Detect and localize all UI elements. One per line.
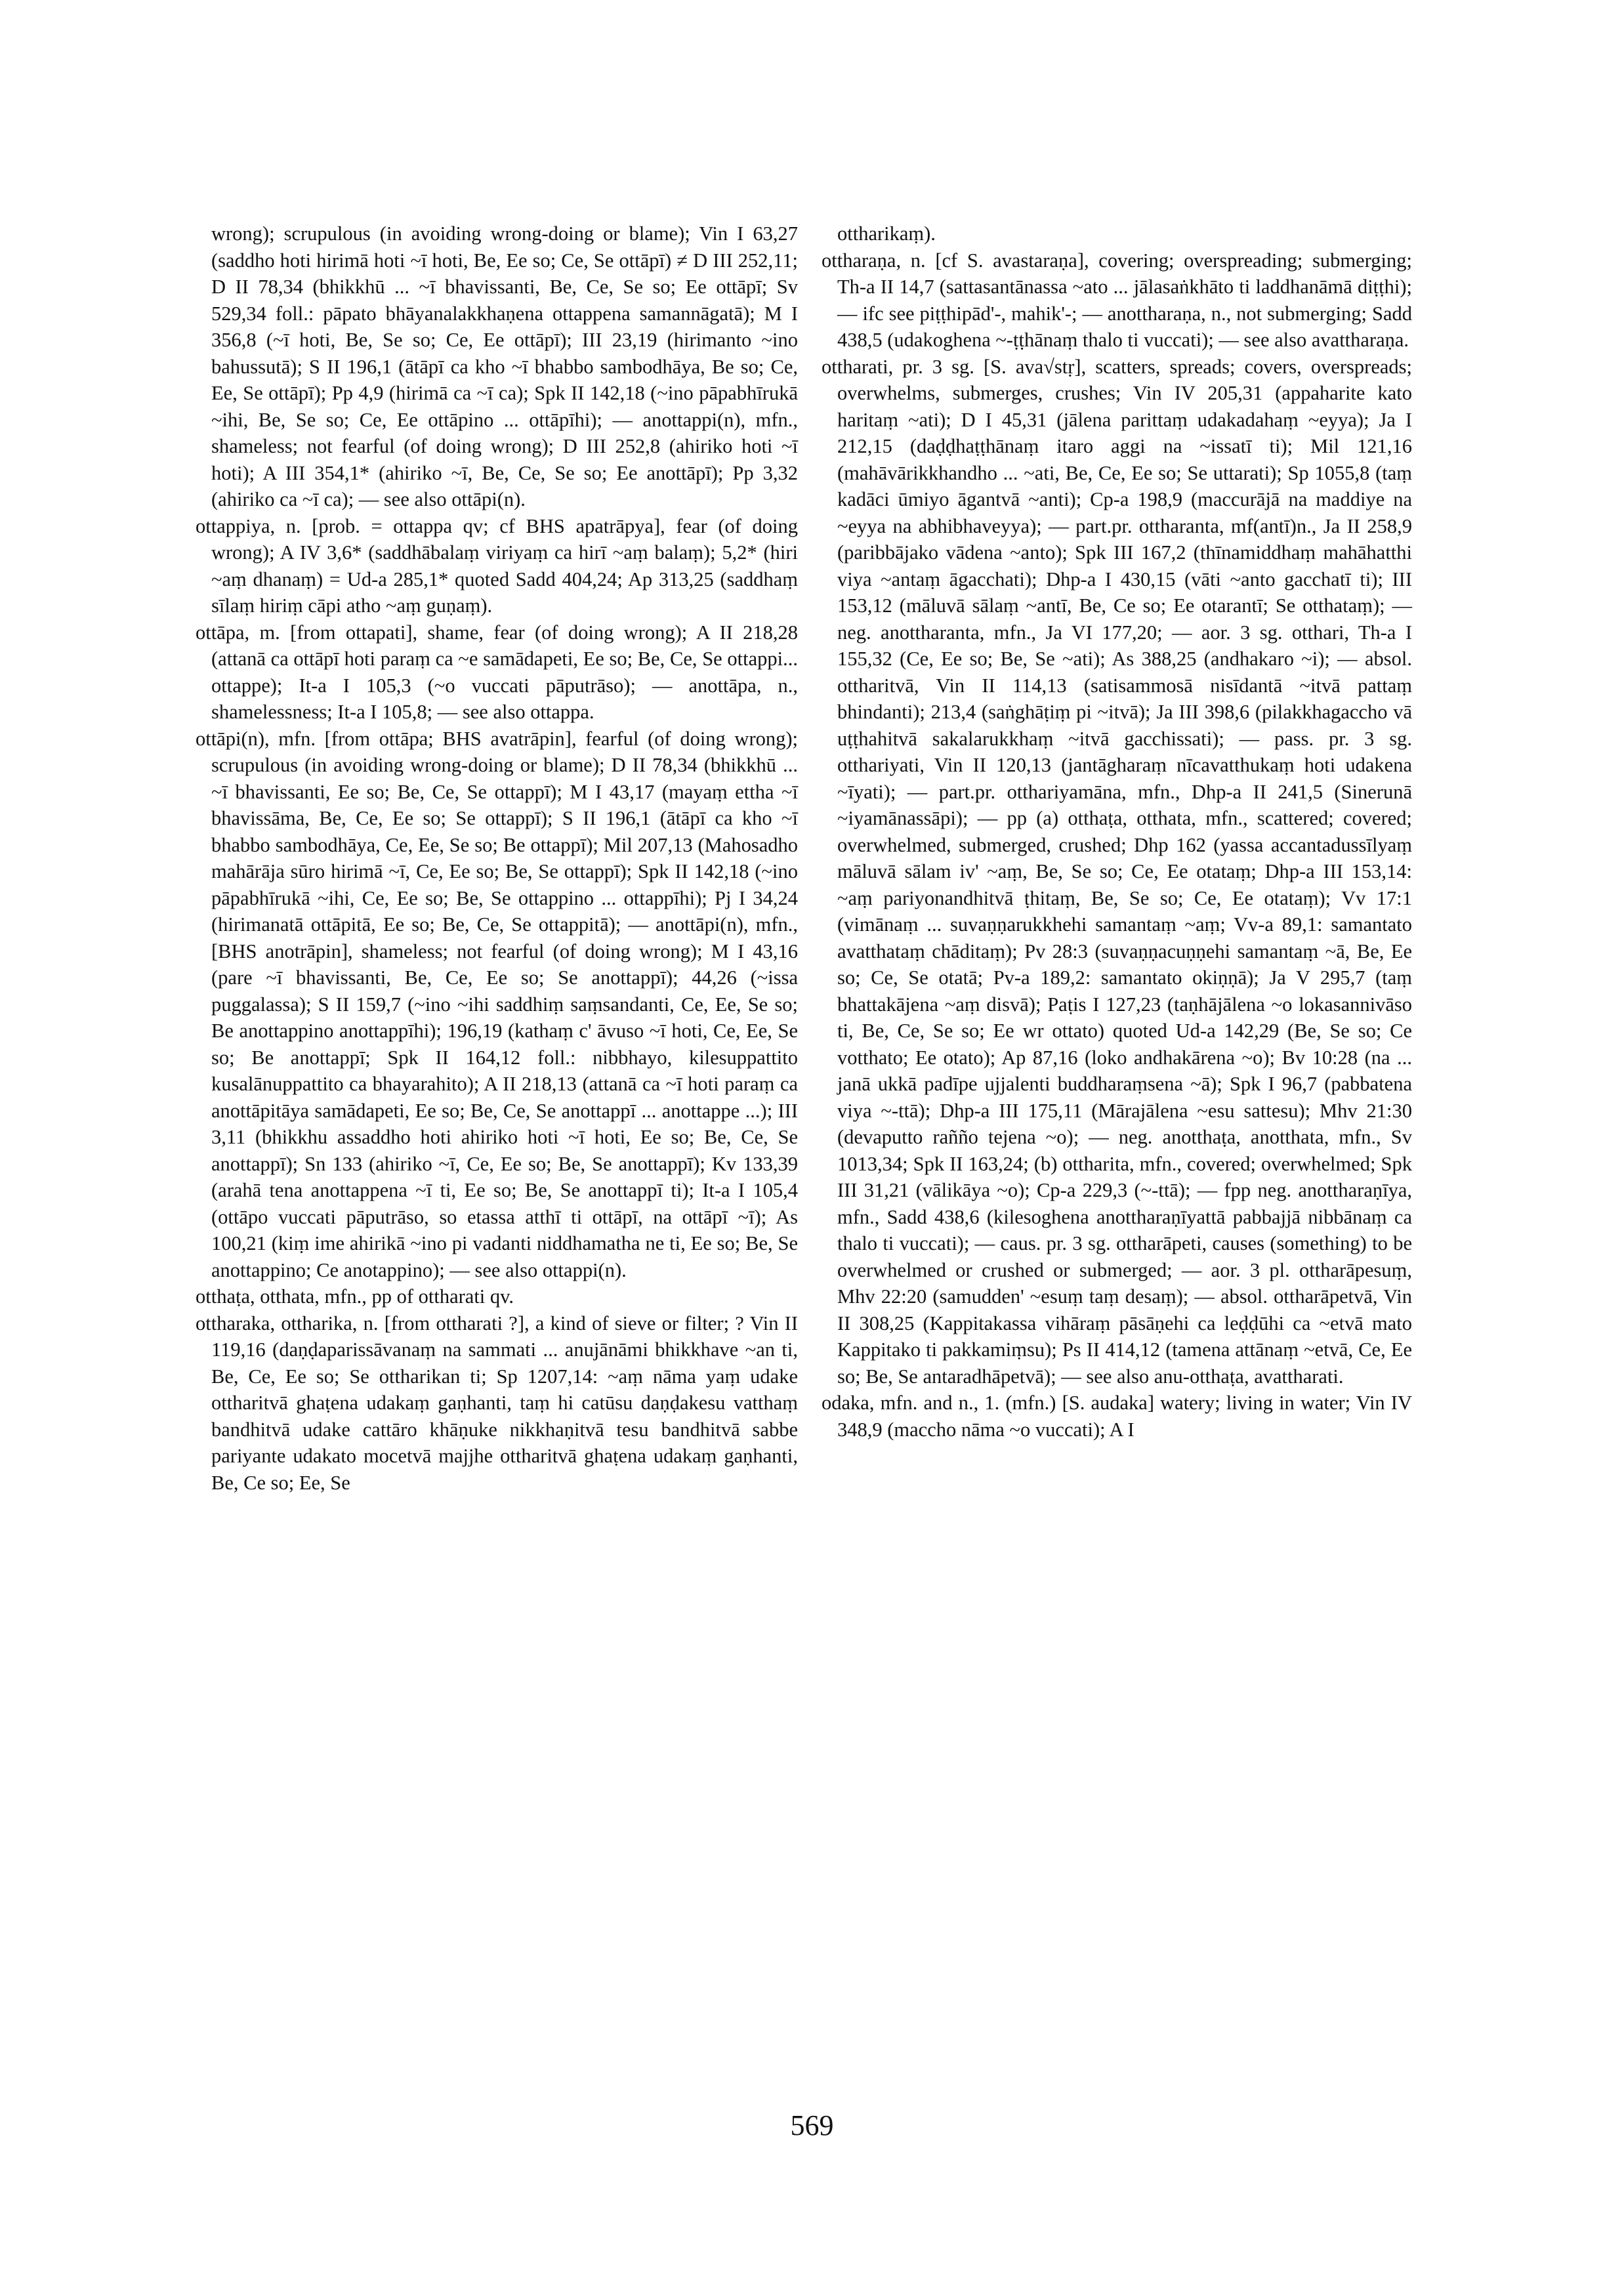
entry-ottharana: ottharaṇa, n. [cf S. avastaraṇa], covering; overspreading; submerging; Th-a II 14,7 (sattasantānassa ~ato ... jālasaṅkhāto ti laddhanāmā diṭṭhi); — ifc see piṭṭhipād'-, mahik'-; — anottharaṇa, n., not submerging; Sadd 438,5 (udakoghena ~-ṭṭhānaṃ thalo ti vuccati); — see also avattharaṇa. — [822, 249, 1412, 351]
right-column — [822, 220, 1412, 1443]
entry-ottapa: ottāpa, m. [from ottapati], shame, fear (of doing wrong); A II 218,28 (attanā ca ottāpī hoti paraṃ ca ~e samādapeti, Ee so; Be, Ce, Se ottappi... ottappe); It-a I 105,3 (~o vuccati pāputrāso); — anottāpa, n., shamelessness; It-a I 105,8; — see also ottappa. — [196, 621, 798, 723]
page-number: 569 — [790, 2109, 834, 2141]
entry-odaka: odaka, mfn. and n., 1. (mfn.) [S. audaka] watery; living in water; Vin IV 348,9 (maccho nāma ~o vuccati); A I — [822, 1392, 1412, 1441]
entry-ottharaka: ottharaka, ottharika, n. [from ottharati ?], a kind of sieve or filter; ? Vin II 119,16 (daṇḍaparissāvanaṃ na sammati ... anujānāmi bhikkhave ~an ti, Be, Ce, Ee so; Se ottharikan ti; Sp 1207,14: ~aṃ nāma yaṃ udake ottharitvā ghaṭena udakaṃ gaṇhanti, taṃ hi catūsu daṇḍakesu vatthaṃ bandhitvā udake cattāro khāṇuke nikkhaṇitvā tesu bandhitvā sabbe pariyante udakato mocetvā majjhe ottharitvā ghaṭena udakaṃ gaṇhanti, Be, Ce so; Ee, Se — [196, 1312, 798, 1494]
entry-ottappiya: ottappiya, n. [prob. = ottappa qv; cf BHS apatrāpya], fear (of doing wrong); A IV 3,6* (saddhābalaṃ viriyaṃ ca hirī ~aṃ balaṃ); 5,2* (hiri ~aṃ dhanaṃ) = Ud-a 285,1* quoted Sadd 404,24; Ap 313,25 (saddhaṃ sīlaṃ hiriṃ cāpi atho ~aṃ guṇaṃ). — [196, 514, 798, 617]
left-column — [196, 220, 798, 1496]
entry-ottappin-continued: wrong); scrupulous (in avoiding wrong-doing or blame); Vin I 63,27 (saddho hoti hirimā hoti ~ī hoti, Be, Ee so; Ce, Se ottāpī) ≠ D III 252,11; D II 78,34 (bhikkhū ... ~ī bhavissanti, Be, Ce, Se so; Ee ottāpī; Sv 529,34 foll.: pāpato bhāyanalakkhaṇena ottappena samannāgatā); M I 356,8 (~ī hoti, Be, Se so; Ce, Ee ottāpī); III 23,19 (hirimanto ~ino bahussutā); S II 196,1 (ātāpī ca kho ~ī bhabbo sambodhāya, Be so; Ce, Ee, Se ottāpī); Pp 4,9 (hirimā ca ~ī ca); Spk II 142,18 (~ino pāpabhīrukā ~ihi, Be, Se so; Ce, Ee ottāpino ... ottāpīhi); — anottappi(n), mfn., shameless; not fearful (of doing wrong); D III 252,8 (ahiriko hoti ~ī hoti); A III 354,1* (ahiriko ~ī, Be, Ce, Se so; Ee anottāpī); Pp 3,32 (ahiriko ca ~ī ca); — see also ottāpi(n). — [211, 222, 798, 510]
entry-ottharaka-continued: ottharikaṃ). — [837, 222, 936, 245]
entry-ottapin: ottāpi(n), mfn. [from ottāpa; BHS avatrāpin], fearful (of doing wrong); scrupulous (in avoiding wrong-doing or blame); D II 78,34 (bhikkhū ... ~ī bhavissanti, Ee so; Be, Ce, Se ottappī); M I 43,17 (mayaṃ ettha ~ī bhavissāma, Be, Ce, Ee so; Se ottappī); S II 196,1 (ātāpī ca kho ~ī bhabbo sambodhāya, Ce, Ee, Se so; Be ottappī); Mil 207,13 (Mahosadho mahārāja sūro hirimā ~ī, Ce, Ee so; Be, Se ottappī); Spk II 142,18 (~ino pāpabhīrukā ~ihi, Ce, Ee so; Be, Se ottappino ... ottappīhi); Pj I 34,24 (hirimanatā ottāpitā, Ee so; Be, Ce, Se ottappitā); — anottāpi(n), mfn., [BHS anotrāpin], shameless; not fearful (of doing wrong); M I 43,16 (pare ~ī bhavissanti, Be, Ce, Ee so; Se anottappī); 44,26 (~issa puggalassa); S II 159,7 (~ino ~ihi saddhiṃ saṃsandanti, Ce, Ee, Se so; Be anottappino anottappīhi); 196,19 (kathaṃ c' āvuso ~ī hoti, Ce, Ee, Se so; Be anottappī; Spk II 164,12 foll.: nibbhayo, kilesuppattito kusalānuppattito ca bhayarahito); A II 218,13 (attanā ca ~ī hoti paraṃ ca anottāpitāya samādapeti, Ee so; Be, Ce, Se anottappī ... anottappe ...); III 3,11 (bhikkhu assaddho hoti ahiriko hoti ~ī hoti, Ee so; Be, Ce, Se anottappī); Sn 133 (ahiriko ~ī, Ce, Ee so; Be, Se anottappī); Kv 133,39 (arahā tena anottappena ~ī ti, Ee so; Be, Se anottappī ti); It-a I 105,4 (ottāpo vuccati pāputrāso, so etassa atthī ti ottāpī, na ottāpī ~ī); As 100,21 (kiṃ ime ahirikā ~ino pi vadanti niddhamatha ne ti, Ee so; Be, Se anottappino; Ce anotappino); — see also ottappi(n). — [196, 727, 798, 1281]
entry-otthata: otthaṭa, otthata, mfn., pp of ottharati qv. — [196, 1285, 514, 1308]
entry-ottharati: ottharati, pr. 3 sg. [S. ava√stṛ], scatters, spreads; covers, overspreads; overwhelms, submerges, crushes; Vin IV 205,31 (appaharite kato haritaṃ ~ati); D I 45,31 (jālena parittaṃ udakadahaṃ ~eyya); Ja I 212,15 (daḍḍhaṭṭhānaṃ itaro aggi na ~issatī ti); Mil 121,16 (mahāvārikkhandho ... ~ati, Be, Ce, Ee so; Se uttarati); Sp 1055,8 (taṃ kadāci ūmiyo āgantvā ~anti); Cp-a 198,9 (maccurājā na maddiye na ~eyya na abhibhaveyya); — part.pr. ottharanta, mf(antī)n., Ja II 258,9 (paribbājako vādena ~anto); Spk III 167,2 (thīnamiddhaṃ mahāhatthi viya ~antaṃ āgacchati); Dhp-a I 430,15 (vāti ~anto gacchatī ti); III 153,12 (māluvā sālaṃ ~antī, Be, Ce so; Ee otarantī; Se otthataṃ); — neg. anottharanta, mfn., Ja VI 177,20; — aor. 3 sg. otthari, Th-a I 155,32 (Ce, Ee so; Be, Se ~ati); As 388,25 (andhakaro ~i); — absol. ottharitvā, Vin II 114,13 (satisammosā nisīdantā ~itvā pattaṃ bhindanti); 213,4 (saṅghāṭiṃ pi ~itvā); Ja III 398,6 (pilakkhagaccho vā uṭṭhahitvā sakalarukkhaṃ ~itvā gacchissati); — pass. pr. 3 sg. otthariyati, Vin II 120,13 (jantāgharaṃ nīcavatthukaṃ hoti udakena ~īyati); — part.pr. otthariyamāna, mfn., Dhp-a II 241,5 (Sinerunā ~iyamānassāpi); — pp (a) otthaṭa, otthata, mfn., scattered; covered; overwhelmed, submerged, crushed; Dhp 162 (yassa accantadussīlyaṃ māluvā sālam iv' ~aṃ, Be, Se so; Ce, Ee otataṃ; Dhp-a III 153,14: ~aṃ pariyonandhitvā ṭhitaṃ, Be, Se so; Ce, Ee otataṃ); Vv 17:1 (vimānaṃ ... suvaṇṇarukkhehi samantaṃ ~aṃ; Vv-a 89,1: samantato avatthataṃ chāditaṃ); Pv 28:3 (suvaṇṇacuṇṇehi samantaṃ ~ā, Be, Ee so; Ce, Se otatā; Pv-a 189,2: samantato okiṇṇā); Ja V 295,7 (taṃ bhattakājena ~aṃ disvā); Paṭis I 127,23 (taṇhājālena ~o lokasannivāso ti, Be, Ce, Se so; Ee wr ottato) quoted Ud-a 142,29 (Be, Se so; Ce votthato; Ee otato); Ap 87,16 (loko andhakārena ~o); Bv 10:28 (na ... janā ukkā padīpe ujjalenti buddharaṃsena ~ā); Spk I 96,7 (pabbatena viya ~-ttā); Dhp-a III 175,11 (Mārajālena ~esu sattesu); Mhv 21:30 (devaputto raññо tejena ~o); — neg. anotthaṭa, anotthata, mfn., Sv 1013,34; Spk II 163,24; (b) ottharita, mfn., covered; overwhelmed; Spk III 31,21 (vālikāya ~o); Cp-a 229,3 (~-ttā); — fpp neg. anottharaṇīya, mfn., Sadd 438,6 (kilesoghena anottharaṇīyattā pabbajjā nibbānaṃ ca thalo ti vuccati); — caus. pr. 3 sg. ottharāpeti, causes (something) to be overwhelmed or crushed or submerged; — aor. 3 pl. ottharāpesuṃ, Mhv 22:20 (samudden' ~esuṃ taṃ desaṃ); — absol. ottharāpetvā, Vin II 308,25 (Kappitakassa vihāraṃ pāsāṇehi ca leḍḍūhi ca ~etvā mato Kappitako ti pakkamiṃsu); Ps II 414,12 (tamena attānaṃ ~etvā, Ce, Ee so; Be, Se antaradhāpetvā); — see also anu-otthaṭa, avattharati. — [822, 355, 1412, 1388]
